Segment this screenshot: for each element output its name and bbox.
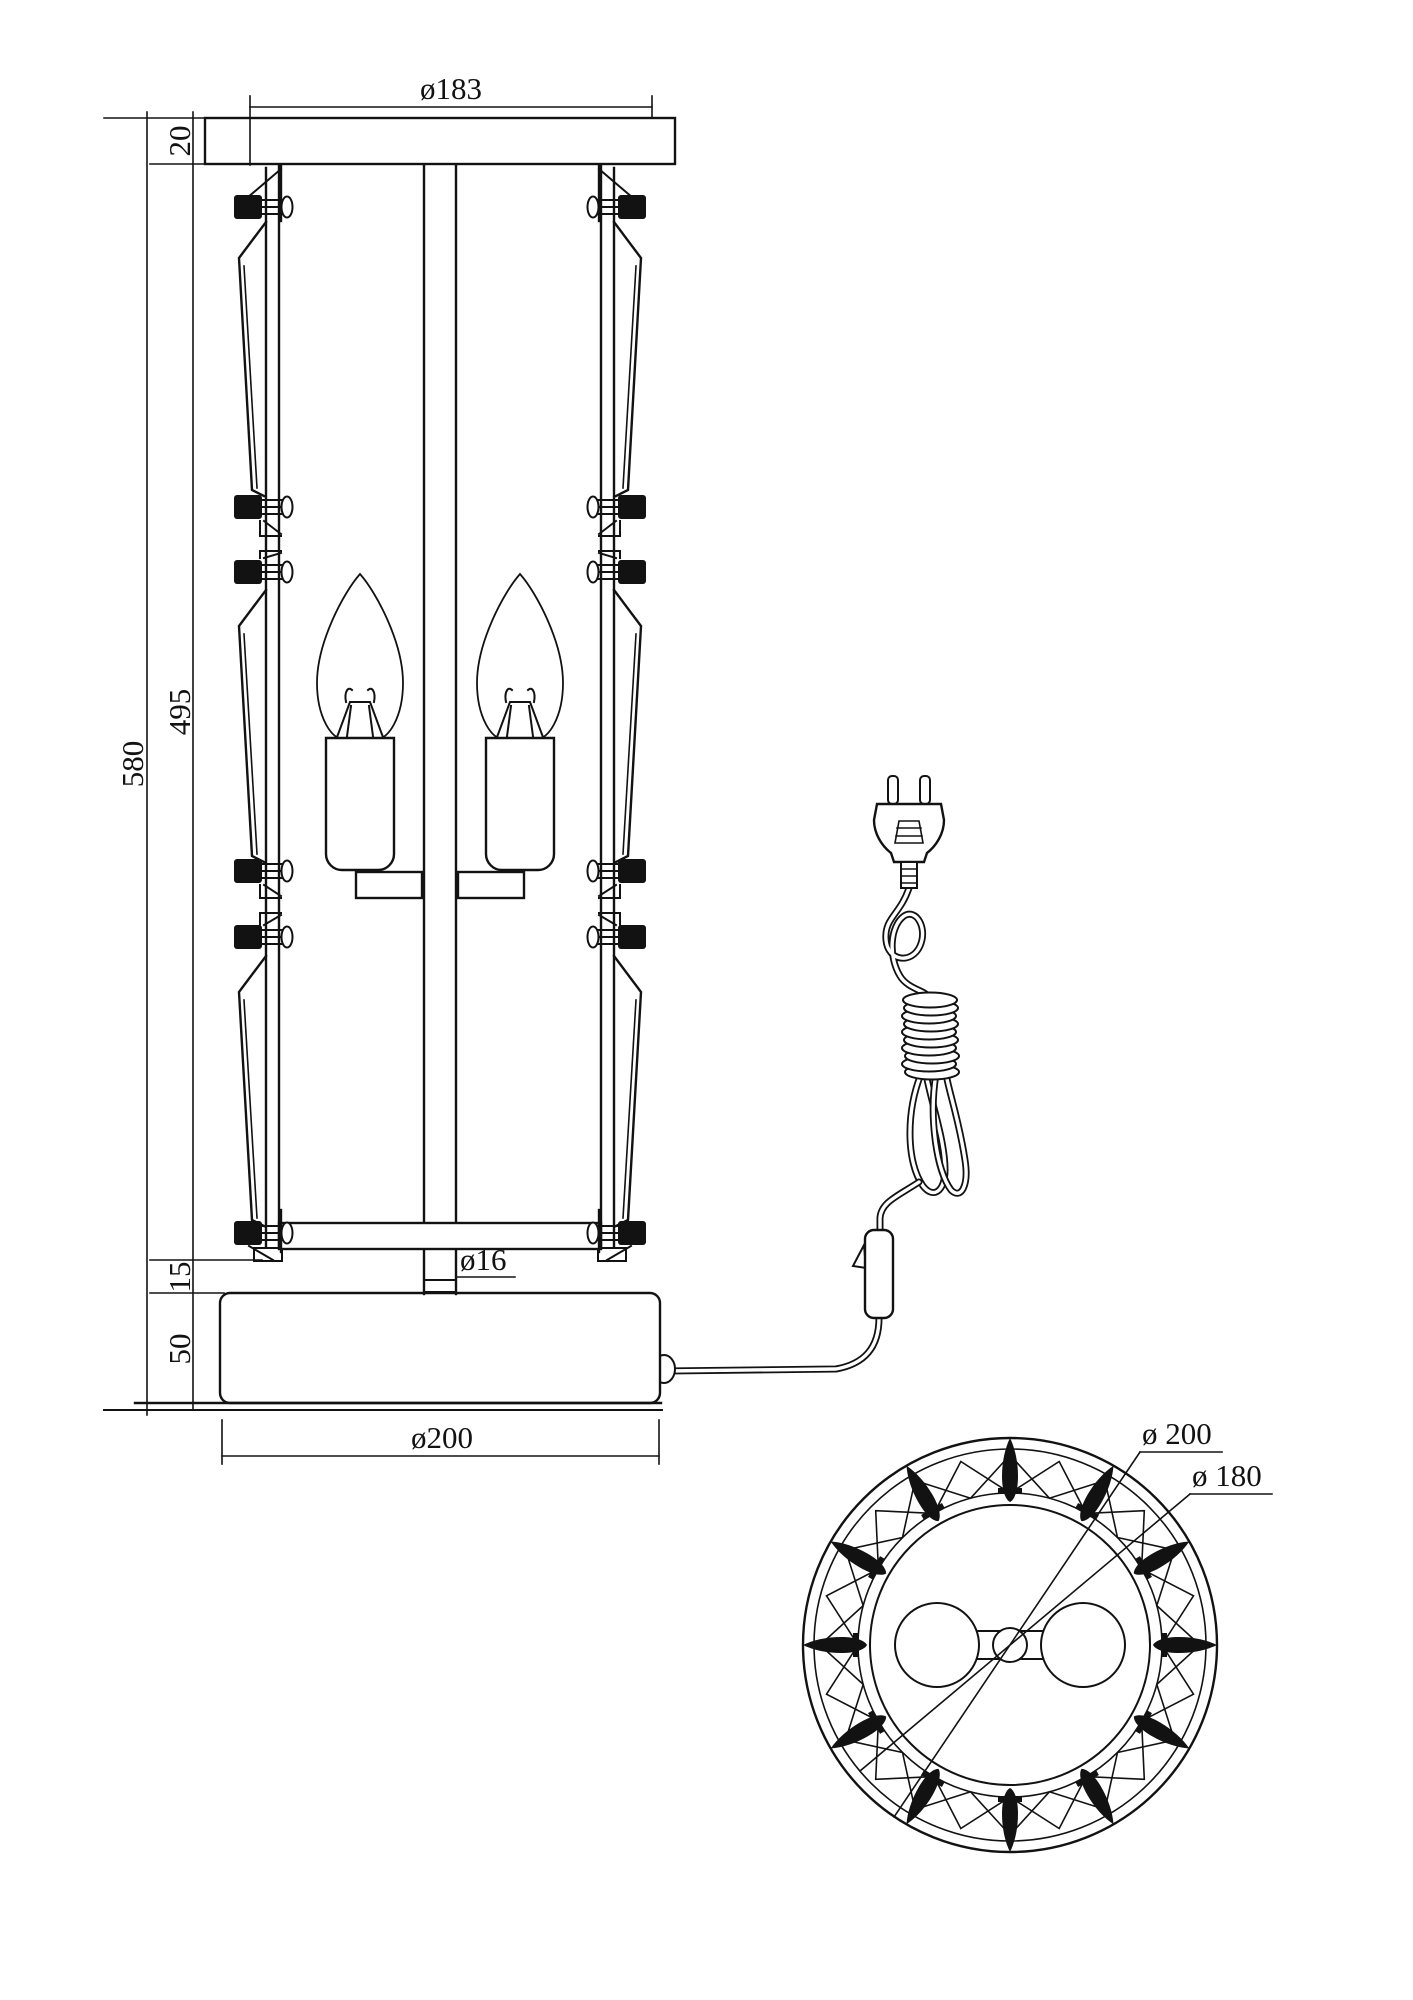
bulb-glass (317, 574, 403, 740)
inline-switch (853, 1230, 893, 1318)
lamp-base (220, 1293, 660, 1403)
plug-pin (920, 776, 930, 804)
dim-stem-diameter: ø16 (460, 1242, 507, 1277)
bolt-icon (588, 560, 647, 584)
dim-plan-inner-diameter: ø 180 (1192, 1458, 1262, 1493)
cord-to-base (666, 1318, 879, 1371)
bolt-icon (234, 195, 293, 219)
bolt-icon (588, 495, 647, 519)
coiled-cord (902, 993, 959, 1080)
bolt-icon (588, 925, 647, 949)
dim-base-height: 50 (162, 1333, 197, 1365)
bolt-icon (588, 195, 647, 219)
plan-bulb-left (895, 1603, 979, 1687)
glass-panel-right (598, 164, 626, 1261)
dim-base-diameter: ø200 (411, 1420, 473, 1455)
plan-view (803, 1416, 1272, 1852)
socket-arm (458, 872, 524, 898)
power-cord-assembly (653, 776, 966, 1383)
crystal-bolts (234, 195, 646, 1245)
dim-top-diameter: ø183 (420, 71, 482, 106)
plan-bulb-right (1041, 1603, 1125, 1687)
socket-arm (356, 872, 422, 898)
crystal-left-bottom (239, 956, 266, 1226)
crystal-left-middle (239, 590, 266, 862)
dim-body-height: 495 (162, 688, 197, 736)
clamp-brackets (247, 166, 633, 1260)
glass-panel-left (254, 164, 282, 1261)
bulb-right (458, 574, 563, 898)
bulb-socket (486, 738, 554, 870)
crystal-left-top (239, 222, 266, 496)
top-plate (205, 118, 675, 164)
crystal-right-top (614, 222, 641, 496)
plug-pin (888, 776, 898, 804)
center-stem (424, 164, 456, 1294)
bulb-left (317, 574, 422, 898)
bulb-socket (326, 738, 394, 870)
bolt-icon (234, 925, 293, 949)
bolt-icon (234, 495, 293, 519)
dim-plan-outer-diameter: ø 200 (1142, 1416, 1212, 1451)
plug-cord-grip (901, 862, 917, 888)
front-view (104, 118, 675, 1410)
dim-plate-thickness: 20 (162, 125, 197, 157)
dim-overall-height: 580 (115, 740, 150, 788)
dim-stem-gap: 15 (162, 1261, 197, 1293)
bulb-glass (477, 574, 563, 740)
switch-body (865, 1230, 893, 1318)
power-plug (874, 776, 944, 888)
body-bottom-plate (279, 1223, 601, 1249)
bolt-icon (234, 560, 293, 584)
plug-body (874, 804, 944, 862)
crystal-right-middle (614, 590, 641, 862)
crystal-right-bottom (614, 956, 641, 1226)
